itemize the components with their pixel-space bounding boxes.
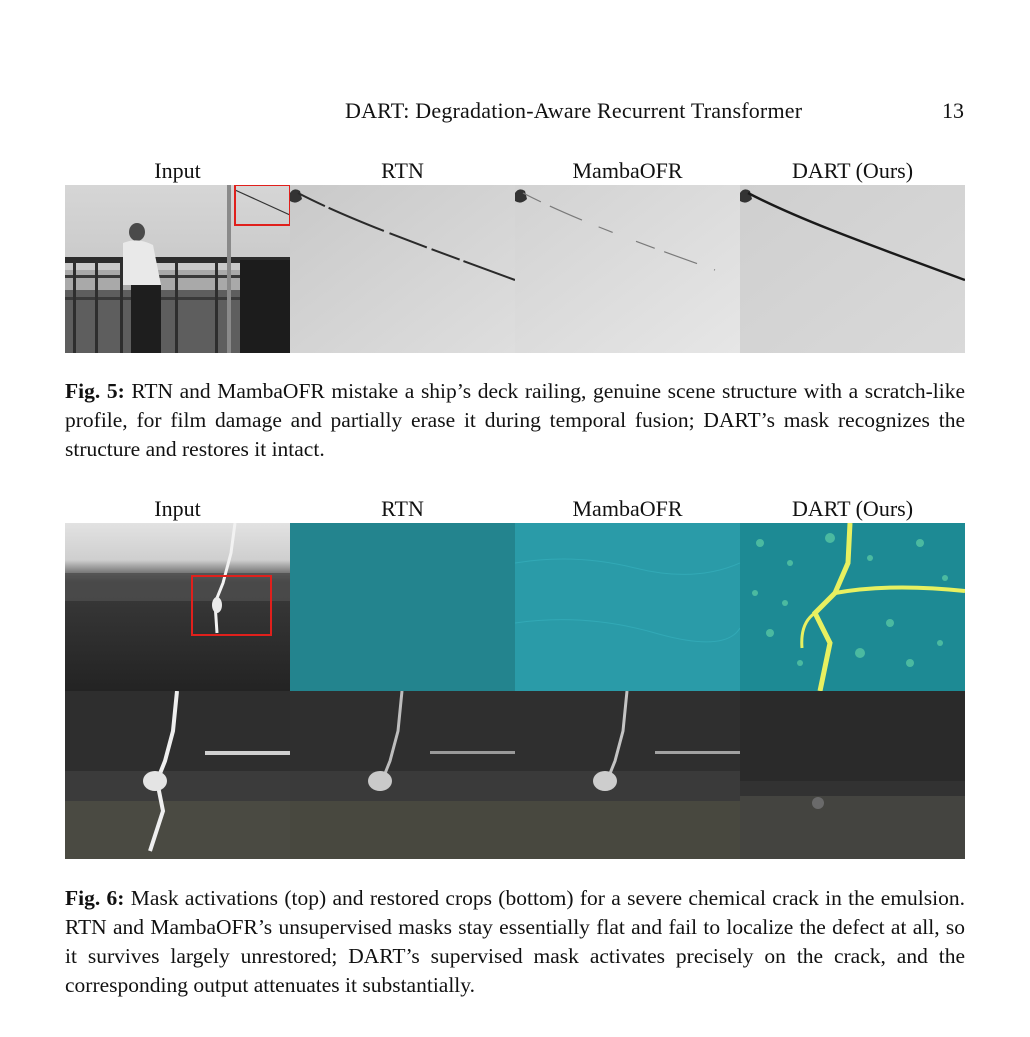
fig6-mambaofr-crop	[515, 691, 740, 859]
fig5-input-image	[65, 185, 290, 353]
fig5-caption	[65, 377, 965, 464]
fig5-caption-label: Fig. 5:	[65, 379, 125, 403]
fig6-label-dart: DART (Ours)	[791, 496, 914, 521]
fig6-rtn-mask	[290, 523, 515, 691]
fig5-label-rtn: RTN	[381, 158, 424, 183]
fig5-label-dart: DART (Ours)	[791, 158, 914, 183]
page-number: 13	[942, 98, 964, 123]
fig6-dart-crop	[740, 691, 965, 859]
fig6-label-input: Input	[154, 496, 201, 521]
fig6-caption	[65, 884, 965, 1000]
fig5-dart-image	[740, 185, 965, 353]
fig5-rtn-image	[290, 185, 515, 353]
fig5-caption-text: RTN and MambaOFR mistake a ship’s deck railing, genuine scene structure with a scratch-like profile, for film damage and partially erase it during temporal fusion; DART’s mask recognizes the structure and restores it intact.	[65, 379, 965, 461]
running-head-title: DART: Degradation-Aware Recurrent Transformer	[345, 98, 803, 123]
fig5-mambaofr-image	[515, 185, 740, 353]
fig6-dart-mask	[740, 523, 965, 691]
fig6-input-crop	[65, 691, 290, 859]
fig6-caption-label: Fig. 6:	[65, 886, 125, 910]
fig6-label-rtn: RTN	[381, 496, 424, 521]
fig6-caption-text: Mask activations (top) and restored crops (bottom) for a severe chemical crack in the emulsion. RTN and MambaOFR’s unsupervised masks stay essentially flat and fail to localize the defect at all, so it survives largely unrestored; DART’s supervised mask activates precisely on the crack, and the corresponding output attenuates it substantially.	[65, 886, 965, 997]
fig6-rtn-crop	[290, 691, 515, 859]
fig6-mambaofr-mask	[515, 523, 740, 691]
fig6-label-mambaofr: MambaOFR	[572, 496, 683, 521]
fig5-label-mambaofr: MambaOFR	[572, 158, 683, 183]
fig5-label-input: Input	[154, 158, 201, 183]
fig6-input-image	[65, 523, 290, 691]
